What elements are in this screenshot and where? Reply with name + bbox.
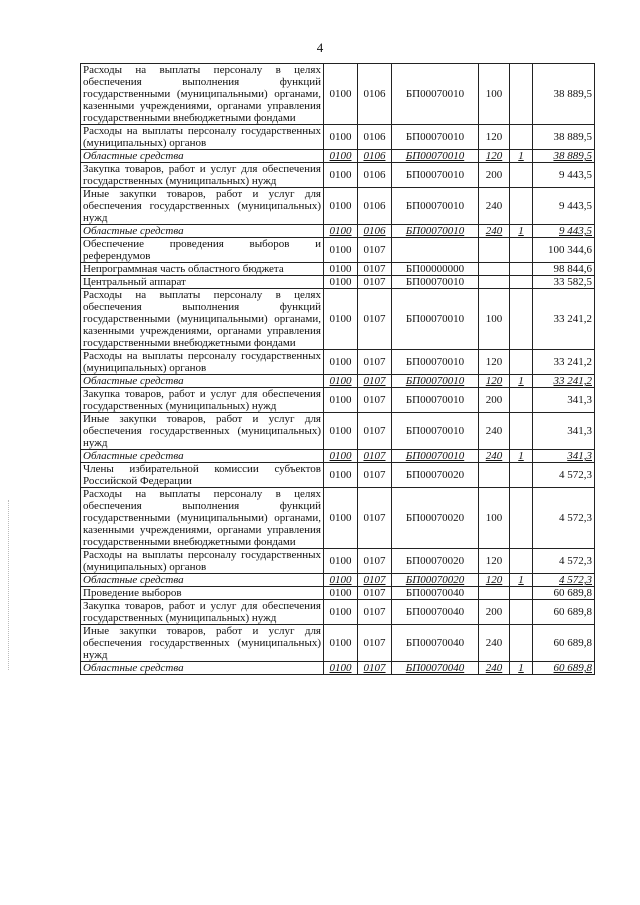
row-name: Проведение выборов (81, 587, 324, 600)
row-name: Расходы на выплаты персоналу в целях обеспечения выполнения функций государственными (муниципальными) органами, казенными учреждениями, органами управления государственными внебюджетными фондами (81, 289, 324, 350)
row-section: 0100 (324, 625, 358, 662)
row-section: 0100 (324, 350, 358, 375)
row-source (510, 263, 533, 276)
row-section: 0100 (324, 388, 358, 413)
table-row (81, 662, 595, 675)
table-row (81, 238, 595, 263)
row-source (510, 64, 533, 125)
table-row (81, 450, 595, 463)
row-article: БП00070010 (392, 163, 479, 188)
row-section: 0100 (324, 289, 358, 350)
table-row (81, 574, 595, 587)
row-subsection: 0107 (358, 413, 392, 450)
row-amount: 33 241,2 (533, 289, 595, 350)
row-amount: 33 241,2 (533, 350, 595, 375)
table-row (81, 225, 595, 238)
row-source (510, 587, 533, 600)
row-subsection: 0106 (358, 225, 392, 238)
row-amount: 38 889,5 (533, 125, 595, 150)
row-article: БП00070010 (392, 150, 479, 163)
row-source (510, 463, 533, 488)
row-subsection: 0107 (358, 549, 392, 574)
row-subsection: 0107 (358, 625, 392, 662)
row-article: БП00070010 (392, 225, 479, 238)
row-source (510, 238, 533, 263)
row-amount: 4 572,3 (533, 463, 595, 488)
row-amount: 60 689,8 (533, 600, 595, 625)
table-row (81, 413, 595, 450)
table-row (81, 64, 595, 125)
table-row (81, 125, 595, 150)
table-row (81, 587, 595, 600)
row-amount: 33 582,5 (533, 276, 595, 289)
row-name: Расходы на выплаты персоналу государственных (муниципальных) органов (81, 350, 324, 375)
row-name: Областные средства (81, 375, 324, 388)
binding-marks (8, 500, 11, 670)
row-source (510, 600, 533, 625)
row-section: 0100 (324, 587, 358, 600)
row-name: Обеспечение проведения выборов и референдумов (81, 238, 324, 263)
table-row (81, 549, 595, 574)
row-subsection: 0107 (358, 238, 392, 263)
row-section: 0100 (324, 188, 358, 225)
row-expense-type (479, 587, 510, 600)
row-section: 0100 (324, 238, 358, 263)
row-expense-type: 240 (479, 188, 510, 225)
row-source: 1 (510, 225, 533, 238)
row-article: БП00070020 (392, 463, 479, 488)
table-row (81, 488, 595, 549)
row-section: 0100 (324, 662, 358, 675)
row-article: БП00070010 (392, 413, 479, 450)
row-expense-type: 240 (479, 450, 510, 463)
row-name: Иные закупки товаров, работ и услуг для обеспечения государственных (муниципальных) нужд (81, 625, 324, 662)
row-source (510, 625, 533, 662)
row-article: БП00070020 (392, 549, 479, 574)
row-section: 0100 (324, 375, 358, 388)
row-source (510, 413, 533, 450)
row-article: БП00070020 (392, 574, 479, 587)
row-article: БП00070010 (392, 64, 479, 125)
row-subsection: 0107 (358, 289, 392, 350)
row-article: БП00070010 (392, 388, 479, 413)
row-expense-type: 120 (479, 375, 510, 388)
row-amount: 38 889,5 (533, 150, 595, 163)
row-section: 0100 (324, 600, 358, 625)
row-section: 0100 (324, 150, 358, 163)
table-row (81, 388, 595, 413)
row-subsection: 0107 (358, 263, 392, 276)
row-article: БП00070010 (392, 375, 479, 388)
row-expense-type: 100 (479, 289, 510, 350)
row-expense-type: 120 (479, 549, 510, 574)
row-source (510, 350, 533, 375)
table-row (81, 150, 595, 163)
row-subsection: 0106 (358, 150, 392, 163)
row-section: 0100 (324, 450, 358, 463)
table-row (81, 289, 595, 350)
row-name: Центральный аппарат (81, 276, 324, 289)
row-expense-type: 240 (479, 413, 510, 450)
table-row (81, 263, 595, 276)
budget-table-body (81, 64, 595, 675)
row-source (510, 549, 533, 574)
row-section: 0100 (324, 125, 358, 150)
row-source (510, 488, 533, 549)
row-amount: 4 572,3 (533, 549, 595, 574)
row-subsection: 0107 (358, 574, 392, 587)
row-name: Областные средства (81, 225, 324, 238)
row-amount: 4 572,3 (533, 488, 595, 549)
row-expense-type (479, 238, 510, 263)
row-expense-type (479, 276, 510, 289)
row-source: 1 (510, 375, 533, 388)
row-section: 0100 (324, 64, 358, 125)
row-name: Иные закупки товаров, работ и услуг для обеспечения государственных (муниципальных) нужд (81, 413, 324, 450)
row-name: Расходы на выплаты персоналу государственных (муниципальных) органов (81, 125, 324, 150)
row-amount: 9 443,5 (533, 188, 595, 225)
row-source: 1 (510, 150, 533, 163)
page-number: 4 (316, 40, 324, 55)
budget-table (80, 63, 595, 675)
row-expense-type: 100 (479, 488, 510, 549)
row-section: 0100 (324, 263, 358, 276)
row-section: 0100 (324, 488, 358, 549)
row-article: БП00070040 (392, 587, 479, 600)
row-source (510, 289, 533, 350)
table-row (81, 463, 595, 488)
row-article: БП00070010 (392, 276, 479, 289)
row-name: Закупка товаров, работ и услуг для обеспечения государственных (муниципальных) нужд (81, 600, 324, 625)
row-subsection: 0106 (358, 163, 392, 188)
row-source: 1 (510, 662, 533, 675)
row-name: Областные средства (81, 450, 324, 463)
table-row (81, 600, 595, 625)
table-row (81, 163, 595, 188)
row-section: 0100 (324, 413, 358, 450)
row-expense-type: 120 (479, 350, 510, 375)
row-source: 1 (510, 450, 533, 463)
row-article: БП00070020 (392, 488, 479, 549)
row-article: БП00070040 (392, 600, 479, 625)
row-amount: 98 844,6 (533, 263, 595, 276)
row-section: 0100 (324, 163, 358, 188)
row-subsection: 0107 (358, 662, 392, 675)
row-name: Расходы на выплаты персоналу в целях обеспечения выполнения функций государственными (муниципальными) органами, казенными учреждениями, органами управления государственными внебюджетными фондами (81, 488, 324, 549)
row-section: 0100 (324, 463, 358, 488)
row-amount: 4 572,3 (533, 574, 595, 587)
row-subsection: 0107 (358, 463, 392, 488)
row-expense-type: 240 (479, 625, 510, 662)
row-article: БП00070040 (392, 625, 479, 662)
row-expense-type: 240 (479, 225, 510, 238)
row-amount: 9 443,5 (533, 163, 595, 188)
row-expense-type: 200 (479, 163, 510, 188)
row-amount: 100 344,6 (533, 238, 595, 263)
row-section: 0100 (324, 549, 358, 574)
row-subsection: 0107 (358, 375, 392, 388)
row-subsection: 0107 (358, 276, 392, 289)
row-expense-type: 200 (479, 388, 510, 413)
row-section: 0100 (324, 574, 358, 587)
row-amount: 60 689,8 (533, 587, 595, 600)
row-name: Закупка товаров, работ и услуг для обеспечения государственных (муниципальных) нужд (81, 388, 324, 413)
row-subsection: 0106 (358, 125, 392, 150)
row-name: Расходы на выплаты персоналу государственных (муниципальных) органов (81, 549, 324, 574)
row-subsection: 0107 (358, 450, 392, 463)
row-name: Непрограммная часть областного бюджета (81, 263, 324, 276)
row-expense-type: 100 (479, 64, 510, 125)
row-name: Областные средства (81, 662, 324, 675)
row-source (510, 388, 533, 413)
row-article: БП00000000 (392, 263, 479, 276)
row-article: БП00070010 (392, 289, 479, 350)
row-subsection: 0107 (358, 587, 392, 600)
row-article: БП00070010 (392, 188, 479, 225)
row-source (510, 276, 533, 289)
row-source (510, 188, 533, 225)
row-article: БП00070010 (392, 450, 479, 463)
row-amount: 60 689,8 (533, 625, 595, 662)
row-source (510, 125, 533, 150)
row-amount: 341,3 (533, 413, 595, 450)
row-subsection: 0106 (358, 188, 392, 225)
row-article: БП00070010 (392, 125, 479, 150)
row-source (510, 163, 533, 188)
row-name: Члены избирательной комиссии субъектов Российской Федерации (81, 463, 324, 488)
row-expense-type: 120 (479, 574, 510, 587)
row-subsection: 0107 (358, 488, 392, 549)
row-amount: 9 443,5 (533, 225, 595, 238)
row-name: Иные закупки товаров, работ и услуг для обеспечения государственных (муниципальных) нужд (81, 188, 324, 225)
row-article: БП00070040 (392, 662, 479, 675)
row-subsection: 0107 (358, 600, 392, 625)
row-subsection: 0106 (358, 64, 392, 125)
row-expense-type (479, 463, 510, 488)
row-amount: 341,3 (533, 450, 595, 463)
row-subsection: 0107 (358, 388, 392, 413)
table-row (81, 375, 595, 388)
row-section: 0100 (324, 276, 358, 289)
row-expense-type: 200 (479, 600, 510, 625)
row-amount: 33 241,2 (533, 375, 595, 388)
row-name: Областные средства (81, 574, 324, 587)
row-section: 0100 (324, 225, 358, 238)
row-subsection: 0107 (358, 350, 392, 375)
row-expense-type: 120 (479, 125, 510, 150)
row-source: 1 (510, 574, 533, 587)
table-row (81, 350, 595, 375)
row-article (392, 238, 479, 263)
row-expense-type: 120 (479, 150, 510, 163)
row-amount: 38 889,5 (533, 64, 595, 125)
row-name: Областные средства (81, 150, 324, 163)
table-row (81, 625, 595, 662)
row-amount: 60 689,8 (533, 662, 595, 675)
table-row (81, 188, 595, 225)
row-name: Расходы на выплаты персоналу в целях обеспечения выполнения функций государственными (муниципальными) органами, казенными учреждениями, органами управления государственными внебюджетными фондами (81, 64, 324, 125)
row-expense-type: 240 (479, 662, 510, 675)
row-article: БП00070010 (392, 350, 479, 375)
row-expense-type (479, 263, 510, 276)
table-row (81, 276, 595, 289)
row-name: Закупка товаров, работ и услуг для обеспечения государственных (муниципальных) нужд (81, 163, 324, 188)
row-amount: 341,3 (533, 388, 595, 413)
